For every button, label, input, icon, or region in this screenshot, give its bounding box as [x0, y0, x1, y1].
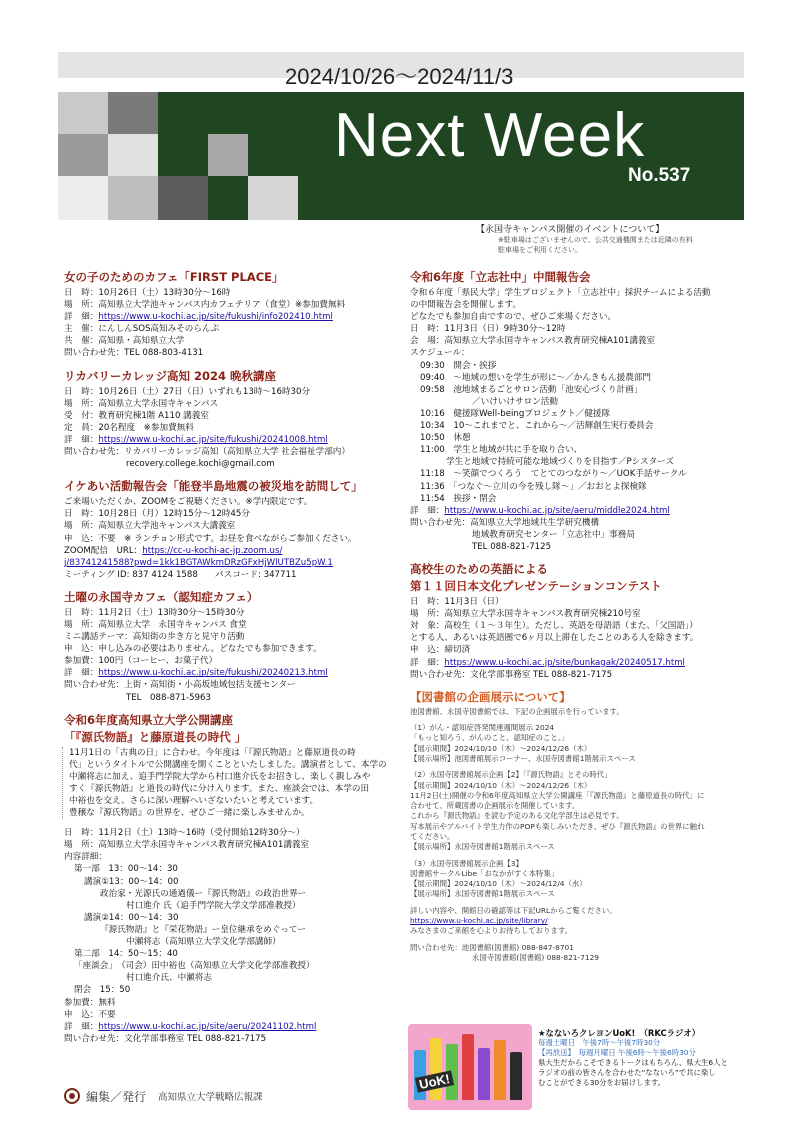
uok-logo: UoK! [415, 1070, 454, 1092]
university-logo-icon [64, 1088, 80, 1104]
event-line [64, 839, 400, 851]
spacer [64, 819, 400, 827]
line-text: 問い合わせ先：上街・高知街・小高坂地域包括支援センター [64, 680, 296, 691]
crayon [478, 1048, 490, 1100]
line-text: 定 員：20名程度 ※参加費無料 [64, 422, 194, 433]
event-line [64, 386, 400, 398]
event-line [410, 335, 746, 347]
line-text: 閉会 15：50 [74, 985, 131, 996]
details-link[interactable]: https://cc-u-kochi-ac-jp.zoom.us/ [142, 545, 283, 556]
radio-ad-desc: むことができる30分をお届けします。 [538, 1078, 666, 1087]
library-line: （2）永国寺図書館展示企画【2】「『源氏物語』とその時代」 [410, 770, 612, 780]
details-link[interactable]: https://www.u-kochi.ac.jp/site/aeru/20241102.html [98, 1021, 317, 1032]
event-line [410, 620, 746, 632]
radio-ad-desc: 県大生だからこそできるトークはもちろん、県大生6人と [538, 1058, 728, 1067]
event-line [64, 311, 400, 323]
event-line [64, 936, 400, 948]
radio-ad-title: ★なないろクレヨンUoK! （RKCラジオ） [538, 1028, 701, 1038]
line-text: 講演①13：00～14：00 [84, 876, 179, 887]
line-text: 日 時：10月26日（土）13時30分～16時 [64, 288, 231, 298]
line-text: 日 時：11月2日（土）13時～16時（受付開始12時30分～） [64, 828, 305, 839]
library-line: （3）永国寺図書館展示企画【3】 [410, 858, 523, 868]
event-line [64, 997, 400, 1009]
intro-line: 代」というタイトルで公開講座を開くことといたしました。講演者として、本学の [69, 759, 387, 770]
line-text: 場 所：高知県立大学 永国寺キャンパス 食堂 [64, 619, 247, 630]
library-line: 【展示場所】永国寺図書館1階展示スペース [410, 842, 555, 852]
event-line [64, 422, 400, 434]
library-line: 11月2日(土)開催の令和6年度高知県立大学公開講座「『源氏物語』と藤原道長の時代」に [410, 790, 705, 800]
event-line [410, 384, 746, 396]
event-line [64, 287, 400, 299]
line-text: 令和６年度「県民大学」学生プロジェクト「立志社中」採択チームによる活動 [410, 288, 711, 298]
radio-ad-text [538, 1028, 728, 1088]
line-text: 問い合わせ先：TEL 088-803-4131 [64, 348, 204, 359]
event-line [64, 863, 400, 875]
header-square [108, 176, 158, 220]
line-text: 10:34 10～これまでと、これから～／活輝創生実行委員会 [420, 421, 654, 432]
line-text: ／いけいけサロン活動 [472, 396, 558, 407]
line-text: 申 込：締切済 [410, 645, 471, 656]
page-title: Next Week [334, 101, 646, 170]
line-text: 問い合わせ先：高知県立大学地域共生学研究機構 [410, 517, 600, 528]
event-line [64, 1033, 400, 1045]
line-text: 会 場：高知県立大学永国寺キャンパス教育研究棟A101講義室 [410, 336, 656, 347]
event-line [64, 984, 400, 996]
event-line [64, 643, 400, 655]
header-square [248, 176, 298, 220]
campus-note: ※駐車場はございませんので、公共交通機関または近隣の有料 [498, 236, 693, 244]
event-block [410, 270, 746, 553]
line-text: 日 時：10月28日（月）12時15分～12時45分 [64, 509, 250, 520]
campus-notice [476, 222, 744, 264]
line-text: ミーティング ID: 837 4124 1588 パスコード: 347711 [64, 569, 297, 580]
library-line: 【展示場所】池図書館展示コーナー、永国寺図書館1階展示スペース [410, 753, 636, 763]
event-line [64, 607, 400, 619]
event-line [410, 481, 746, 493]
line-text: 内容詳細： [64, 852, 107, 863]
library-line: （1）がん・認知症啓発関連週間展示 2024 [410, 723, 555, 733]
line-text: TEL 088-821-7125 [472, 541, 552, 552]
event-line [410, 596, 746, 608]
event-block [64, 713, 400, 1045]
line-text: 問い合わせ先：リカバリーカレッジ高知（高知県立大学 社会福祉学部内） [64, 447, 350, 458]
event-line [64, 972, 400, 984]
event-line [410, 493, 746, 505]
event-line [64, 960, 400, 972]
line-text: 参加費：無料 [64, 997, 116, 1008]
library-line: これから『源氏物語』を読む予定のある文化学部生は必見です。 [410, 811, 624, 821]
event-line [64, 446, 400, 458]
event-line [64, 533, 400, 545]
event-line [410, 360, 746, 372]
line-text: 場 所：高知県立大学永国寺キャンパス教育研究棟210号室 [410, 609, 641, 620]
line-text: ご来場いただくか、ZOOMをご視聴ください。※学内限定です。 [64, 497, 313, 508]
event-line [64, 888, 400, 900]
line-text: 09:40 ～地域の想いを学生が形に～／かんきもん援農部門 [420, 372, 652, 383]
radio-ad-desc: ラジオの前の皆さんを合わせた“なないろ”で共に楽し [538, 1068, 716, 1077]
intro-line: 11月1日の「古典の日」に合わせ、今年度は「『源氏物語』と藤原道長の時 [69, 747, 356, 758]
event-line [410, 420, 746, 432]
intro-line: 中裕也を交え、さらに深い理解へいざないたいと考えています。 [69, 796, 319, 806]
line-text: 詳 細： [410, 505, 445, 516]
event-line [410, 669, 746, 681]
event-line [64, 323, 400, 335]
details-link[interactable]: j/83741241588?pwd=1kk1BGTAWkmDRzGFxHjWlUTBZu5pW.1 [64, 557, 333, 568]
event-line [410, 323, 746, 335]
line-text: 地域教育研究センター「立志社中」事務局 [472, 529, 635, 540]
line-text: 政治家・光源氏の通過儀ー『源氏物語』の政治世界ー [100, 888, 307, 899]
event-title: 高校生のための英語による [410, 562, 548, 577]
line-text: 09:58 池地域まるごとサロン活動「池安心づくり計画」 [420, 384, 643, 395]
line-text: 日 時：11月3日（日） [410, 597, 504, 608]
radio-schedule-rerun: 【再放送】 毎週月曜日 午後6時～午後6時30分 [538, 1048, 696, 1057]
library-line: 永国寺図書館(図書館) 088-821-7129 [472, 952, 599, 962]
line-text: 申 込：申し込みの必要はありません。どなたでも参加できます。 [64, 644, 322, 655]
campus-note: 駐車場をご利用ください。 [498, 246, 582, 254]
line-text: ミニ講話テーマ：高知街の歩き方と見守り活動 [64, 632, 245, 643]
library-title: 【図書館の企画展示について】 [410, 689, 571, 704]
line-text: 詳 細： [64, 668, 99, 679]
event-line [410, 311, 746, 323]
event-title: 令和6年度高知県立大学公開講座 [64, 712, 233, 727]
event-line [64, 619, 400, 631]
line-text: 11:00 学生と地域が共に手を取り合い、 [420, 445, 583, 456]
library-section [410, 690, 746, 964]
event-line [410, 372, 746, 384]
date-range: 2024/10/26～2024/11/3 [285, 64, 514, 89]
line-text: 中瀬将志（高知県立大学文化学部講師） [126, 937, 281, 948]
line-text: 対 象：高校生（１～３年生）。ただし、英語を母語語（また、「父国語」） [410, 621, 698, 632]
details-link[interactable]: https://www.u-kochi.ac.jp/site/fukushi/20241008.html [98, 434, 328, 445]
event-line [64, 924, 400, 936]
event-line [64, 679, 400, 691]
footer-org: 高知県立大学戦略広報課 [158, 1092, 263, 1103]
header-square [208, 134, 248, 176]
line-text: 日 時：11月3日（日）9時30分～12時 [410, 324, 566, 335]
line-text: 詳 細： [64, 434, 99, 445]
line-text: どなたでも参加自由ですので、ぜひご来場ください。 [410, 312, 617, 323]
event-title: リカバリーカレッジ高知 2024 晩秋講座 [64, 368, 277, 383]
library-url-link[interactable]: https://www.u-kochi.ac.jp/site/library/ [410, 916, 548, 926]
header-square [108, 92, 158, 134]
event-line [64, 948, 400, 960]
library-line: 【展示場所】永国寺図書館1階展示スペース [410, 889, 555, 899]
event-line [64, 569, 400, 581]
footer [64, 1086, 263, 1106]
line-text: 詳 細： [64, 312, 99, 323]
header-square [58, 176, 108, 220]
crayon [494, 1040, 506, 1100]
event-line [64, 900, 400, 912]
campus-notice-title: 【永国寺キャンパス開催のイベントについて】 [476, 225, 665, 235]
event-line [64, 299, 400, 311]
details-link[interactable]: https://www.u-kochi.ac.jp/site/bunkagak/20240517.html [444, 657, 685, 668]
crayon-illustration [408, 1024, 532, 1110]
event-line [64, 912, 400, 924]
line-text: 問い合わせ先：文化学部事務室 TEL 088-821-7175 [410, 669, 613, 680]
line-text: TEL 088-871-5963 [126, 692, 211, 703]
event-line [64, 827, 400, 839]
event-line [410, 541, 746, 553]
line-text: 第一部 13：00～14：30 [74, 864, 178, 875]
footer-label: 編集／発行 [86, 1089, 147, 1104]
line-text: 申 込：不要 ※ ランチョン形式です。お昼を食べながらご参加ください。 [64, 533, 357, 544]
header-square [108, 134, 158, 176]
line-text: 詳 細： [410, 657, 445, 668]
event-block [64, 270, 400, 360]
library-line: 合わせて、所蔵図書の企画展示を開催しています。 [410, 801, 580, 811]
event-line [410, 456, 746, 468]
event-subtitle: 「『源氏物語』と藤原道長の時代 」 [64, 729, 247, 744]
event-line [64, 398, 400, 410]
line-text: 第二部 14：50～15：40 [74, 949, 178, 960]
line-text: 場 所：高知県立大学池キャンパス内カフェテリア（食堂）※参加費無料 [64, 300, 346, 311]
line-text: 11:54 挨拶・閉会 [420, 493, 497, 504]
line-text: とする人、あるいは英語圏で6ヶ月以上滞在したことのある人を除きます。 [410, 633, 699, 644]
event-line [64, 496, 400, 508]
event-line [64, 434, 400, 446]
line-text: 場 所：高知県立大学永国寺キャンパス [64, 398, 219, 409]
event-line [64, 692, 400, 704]
details-link[interactable]: https://www.u-kochi.ac.jp/site/fukushi/info202410.html [98, 312, 333, 323]
library-line: てください。 [410, 831, 455, 841]
line-text: 場 所：高知県立大学永国寺キャンパス教育研究棟A101講義室 [64, 840, 310, 851]
event-line [64, 667, 400, 679]
event-line [410, 644, 746, 656]
event-line [410, 432, 746, 444]
intro-line: 中瀬将志に加え、追手門学院大学から村口進介氏をお招きし、楽しく親しみや [69, 771, 371, 782]
radio-ad [408, 1024, 746, 1112]
crayon [430, 1038, 442, 1100]
line-text: 11:36 「つなぐ～立川の今を残し隊～」／おおとよ探検隊 [420, 481, 647, 492]
issue-number: No.537 [628, 165, 691, 186]
event-block [64, 479, 400, 581]
crayon [510, 1052, 522, 1100]
line-text: スケジュール： [410, 348, 470, 359]
event-line [64, 545, 400, 557]
library-line: 問い合わせ先：池図書館(図書館) 088-847-8701 [410, 942, 574, 952]
event-line [64, 508, 400, 520]
event-line [410, 347, 746, 359]
library-line: 図書館サークルLibe「おなかがすく本特集」 [410, 868, 559, 878]
event-line [64, 655, 400, 667]
details-link[interactable]: https://www.u-kochi.ac.jp/site/fukushi/20240213.html [98, 668, 328, 679]
line-text: 問い合わせ先：文化学部事務室 TEL 088-821-7175 [64, 1033, 267, 1044]
line-text: 11:18 ～笑顔でつくろう てとてのつながり～／UOK手話サークル [420, 469, 687, 480]
event-line [64, 520, 400, 532]
line-text: 日 時：10月26日（土）27日（日）いずれも13時～16時30分 [64, 386, 311, 397]
library-line: みなさまのご来館を心よりお待ちしております。 [410, 926, 573, 936]
event-line [64, 410, 400, 422]
library-line: 写本展示やアルバイト学生力作のPOPも楽しみいただき、ぜひ『源氏物語』の世界に触れ [410, 821, 705, 831]
event-line [64, 347, 400, 359]
event-line [64, 876, 400, 888]
event-line [410, 444, 746, 456]
event-line [64, 851, 400, 863]
header-square [58, 92, 108, 134]
event-line [410, 299, 746, 311]
event-line [410, 632, 746, 644]
event-line [410, 505, 746, 517]
event-line [64, 335, 400, 347]
crayon [462, 1034, 474, 1100]
line-text: 主 催：にんしんSOS高知みそのらんぷ [64, 324, 220, 335]
event-title: 土曜の永国寺カフェ（認知症カフェ） [64, 589, 259, 604]
line-text: 10:50 休憩 [420, 433, 471, 444]
event-block [64, 369, 400, 471]
line-text: 共 催：高知県・高知県立大学 [64, 336, 185, 347]
line-text: ZOOM配信 URL： [64, 545, 143, 556]
line-text: 場 所：高知県立大学池キャンパス大講義室 [64, 521, 236, 532]
library-line: 【展示期間】2024/10/10（木）～2024/12/26（木） [410, 743, 592, 753]
line-text: 「座談会」 （司会）田中裕也（高知県立大学文化学部准教授） [74, 961, 315, 972]
event-subtitle: 第１１回日本文化プレゼンテーションコンテスト [410, 579, 662, 594]
event-line [64, 1021, 400, 1033]
event-line [410, 408, 746, 420]
line-text: 村口進介氏、中瀬将志 [126, 973, 212, 984]
library-line: 池図書館、永国寺図書館では、下記の企画展示を行っています。 [410, 706, 624, 716]
event-title: 女の子のためのカフェ「FIRST PLACE」 [64, 270, 284, 284]
details-link[interactable]: https://www.u-kochi.ac.jp/site/aeru/middle2024.html [444, 505, 670, 516]
line-text: 講演②14：00～14：30 [84, 912, 179, 923]
library-line: 「もっと知ろう、がんのこと、認知症のこと。」 [410, 733, 569, 743]
line-text: 受 付：教育研究棟1階 A110 講義室 [64, 410, 209, 421]
library-line: 【展示期間】2024/10/10（木）～2024/12/26（木） [410, 780, 592, 790]
right-column [410, 270, 746, 963]
library-line: 【展示期間】2024/10/10（木）～2024/12/4（水） [410, 879, 587, 889]
event-line [410, 396, 746, 408]
line-text: 申 込：不要 [64, 1009, 116, 1020]
event-line [64, 631, 400, 643]
intro-line: すく『源氏物語』と道長の時代に分け入ります。また、座談会では、本学の田 [69, 783, 370, 794]
line-text: 日 時：11月2日（土）13時30分～15時30分 [64, 607, 245, 618]
event-line [410, 468, 746, 480]
event-line [64, 458, 400, 470]
line-text: 09:30 開会・挨拶 [420, 360, 497, 371]
header-square [158, 176, 208, 220]
library-line: 詳しい内容や、開館日の確認等は下記URLからご覧ください。 [410, 905, 617, 915]
line-text: 10:16 健援隊Well-beingプロジェクト／健援隊 [420, 408, 611, 419]
event-intro [62, 747, 400, 820]
line-text: 詳 細： [64, 1021, 99, 1032]
line-text: 村口進介 氏（追手門学院大学文学部准教授） [126, 900, 301, 911]
line-text: 学生と地域で持続可能な地域づくりを目指す／Pシスターズ [446, 457, 674, 468]
event-title: 令和6年度「立志社中」中間報告会 [410, 270, 591, 284]
left-column [64, 270, 400, 1054]
event-block [410, 562, 746, 681]
event-block [64, 590, 400, 704]
line-text: の中間報告会を開催します。 [410, 300, 522, 311]
event-line [410, 517, 746, 529]
line-text: 参加費：100円（コーヒー、お菓子代） [64, 656, 218, 667]
event-line [410, 287, 746, 299]
event-line [410, 529, 746, 541]
event-title: イケあい活動報告会「能登半島地震の被災地を訪問して」 [64, 479, 363, 494]
radio-schedule: 毎週土曜日 午後7時～午後7時30分 [538, 1038, 661, 1047]
event-line [64, 1009, 400, 1021]
event-line [410, 608, 746, 620]
event-line [410, 657, 746, 669]
intro-line: 豊穣な『源氏物語』の世界を、ぜひご一緒に楽しみませんか。 [69, 808, 310, 819]
event-line [64, 557, 400, 569]
line-text: recovery.college.kochi@gmail.com [126, 459, 275, 470]
line-text: 『源氏物語』と『栄花物語』ー皇位継承をめぐってー [100, 924, 307, 935]
header-square [58, 134, 108, 176]
